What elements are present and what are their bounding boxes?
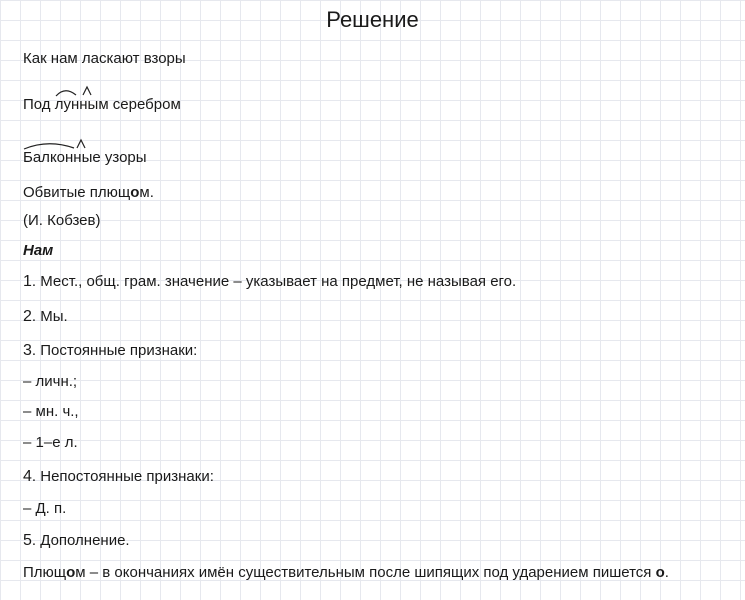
poem-line-2-after: серебром	[108, 96, 181, 113]
rule-end: .	[664, 564, 669, 581]
point-number: 3	[23, 342, 32, 359]
point-number: 4	[23, 468, 32, 485]
constant-feature-2: – мн. ч.,	[23, 403, 79, 420]
poem-line-4	[23, 184, 154, 201]
analyzed-word: Нам	[23, 242, 54, 259]
root-arc-mark	[56, 91, 76, 96]
morpheme-marks-lunnym	[50, 84, 100, 100]
point-text: . Дополнение.	[31, 532, 130, 549]
rule-word-ending: о	[66, 564, 76, 581]
point-number: 1	[23, 273, 32, 290]
poem-line-4-before: Обвитые плющ	[23, 184, 131, 201]
constant-feature-3: – 1–е л.	[23, 434, 78, 451]
rule-text: – в окончаниях имён существительным после шипящих под ударением пишется	[85, 564, 656, 581]
poem-line-4-after: м.	[139, 184, 154, 201]
point-text: . Мест., общ. грам. значение – указывает на предмет, не называя его.	[31, 273, 517, 290]
poem-line-2-before: Под	[23, 96, 55, 113]
analysis-point-4	[23, 468, 214, 486]
variable-feature-1: – Д. п.	[23, 500, 67, 517]
poem-line-1: Как нам ласкают взоры	[23, 50, 186, 67]
poem-line-2	[23, 96, 181, 113]
suffix-caret-mark	[77, 140, 85, 148]
constant-feature-1: – личн.;	[23, 373, 78, 390]
poem-author: (И. Кобзев)	[23, 212, 101, 229]
analysis-point-2	[23, 308, 68, 326]
point-text: . Непостоянные признаки:	[31, 468, 214, 485]
morpheme-marks-balkonnye	[22, 137, 92, 153]
rule-word-rest: м	[75, 564, 86, 581]
analysis-point-5	[23, 532, 130, 550]
morphemic-word-balkonnye: Балконные	[23, 149, 101, 166]
analysis-point-1	[23, 273, 516, 291]
point-text: . Мы.	[31, 308, 68, 325]
analysis-point-3	[23, 342, 197, 360]
spelling-rule	[23, 564, 669, 581]
root-arc-mark	[24, 144, 74, 149]
page-title: Решение	[326, 7, 419, 32]
point-text: . Постоянные признаки:	[31, 342, 198, 359]
poem-line-3-after: узоры	[100, 149, 147, 166]
rule-word-stem: Плющ	[23, 564, 67, 581]
highlighted-ending: о	[130, 184, 140, 201]
point-number: 2	[23, 308, 32, 325]
point-number: 5	[23, 532, 32, 549]
rule-letter: о	[655, 564, 665, 581]
morphemic-word-lunnym: лунным	[54, 96, 109, 113]
suffix-caret-mark	[83, 87, 91, 95]
